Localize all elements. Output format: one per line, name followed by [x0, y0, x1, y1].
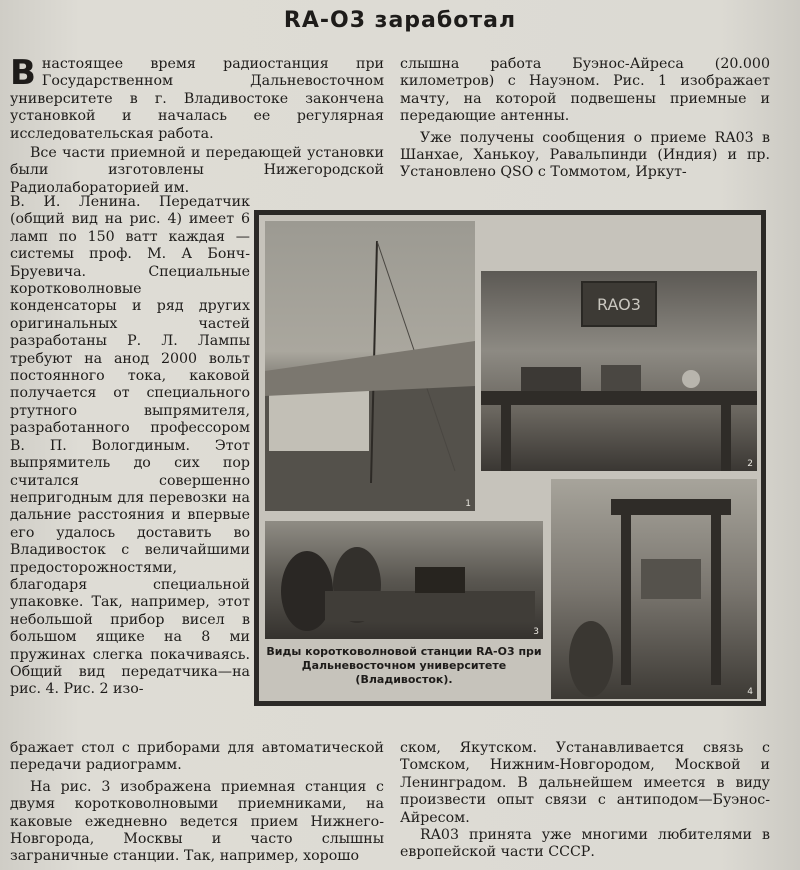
photo-receivers [265, 521, 543, 639]
col2-top: слышна работа Буэнос-Айреса (20.000 километров) с Науэном. Рис. 1 изображает мачту, на которой подвешены приемные и передающие антенны. [400, 56, 770, 125]
right-column-bottom [400, 740, 770, 862]
para2-bottom: бражает стол с приборами для автоматической передачи радиограмм. [10, 740, 384, 774]
panel-number: 1 [465, 499, 471, 509]
panel-number: 3 [533, 627, 539, 637]
para2-top: Все части приемной и передающей установки были изготовлены Нижегородской Радиолабораторией им. [10, 145, 384, 196]
mast-illustration [265, 221, 475, 511]
right-column-top [400, 56, 770, 182]
lead-paragraph [10, 53, 384, 197]
panel-number: 4 [747, 687, 753, 697]
panel-number: 2 [747, 459, 753, 469]
lead-text: настоящее время радиостанция при Государственном Дальневосточном университете в г. Владивостоке закончена установкой и началась ее регулярная исследовательская работа. [10, 56, 384, 142]
photo-mast [265, 221, 475, 511]
para2-narrow: В. И. Ленина. Передатчик (общий вид на рис. 4) имеет 6 ламп по 150 ватт каждая — системы проф. М. А Бонч-Бруевича. Специальные коротковолновые конденсаторы и ряд других оригинальных частей разработаны Р. Л. Лампы требуют на анод 2000 вольт постоянного тока, каковой получается от специального ртутного выпрямителя, разработанного профессором В. П. Вологдиным. Этот выпрямитель до сих пор считался совершенно непригодным для перевозки на дальние расстояния и впервые его удалось доставить во Владивосток с величайшими предосторожностями, благодаря специальной упаковке. Так, например, этот небольшой прибор висел в большом ящике на 8 ми пружинах слегка покачиваясь. Общий вид передатчика—на рис. 4. Рис. 2 изо- [10, 194, 250, 698]
col2-last: RA03 принята уже многими любителями в европейской части СССР. [400, 827, 770, 861]
transmitter-illustration [551, 479, 757, 699]
photo-table [481, 271, 757, 471]
col2-bottom: ском, Якутском. Устанавливается связь с Томском, Нижним-Новгородом, Москвой и Ленинградом. В дальнейшем имеется в виду произвести опыт связи с антиподом—Буэнос-Айресом. [400, 740, 770, 826]
para3: На рис. 3 изображена приемная станция с двумя коротковолновыми приемниками, на каковые ежедневно ведется прием Нижнего-Новгорода, Москвы и часто слышны заграничные станции. Так, например, хорошо [10, 778, 384, 865]
photo-transmitter [551, 479, 757, 699]
drop-cap: В [10, 53, 36, 93]
station-sign: RAO3 [581, 281, 657, 327]
photo-figure [254, 210, 766, 706]
narrow-column [10, 194, 250, 699]
figure-caption: Виды коротковолновой станции RA-O3 при Дальневосточном университете (Владивосток). [266, 645, 542, 686]
receivers-illustration [265, 521, 543, 639]
bottom-left-column [10, 740, 384, 866]
col2-para2: Уже получены сообщения о приеме RA03 в Шанхае, Ханькоу, Равальпинди (Индия) и пр. Установлено QSO с Томмотом, Иркут- [400, 129, 770, 181]
article-title: RA-O3 заработал [283, 8, 517, 33]
table-illustration [481, 271, 757, 471]
